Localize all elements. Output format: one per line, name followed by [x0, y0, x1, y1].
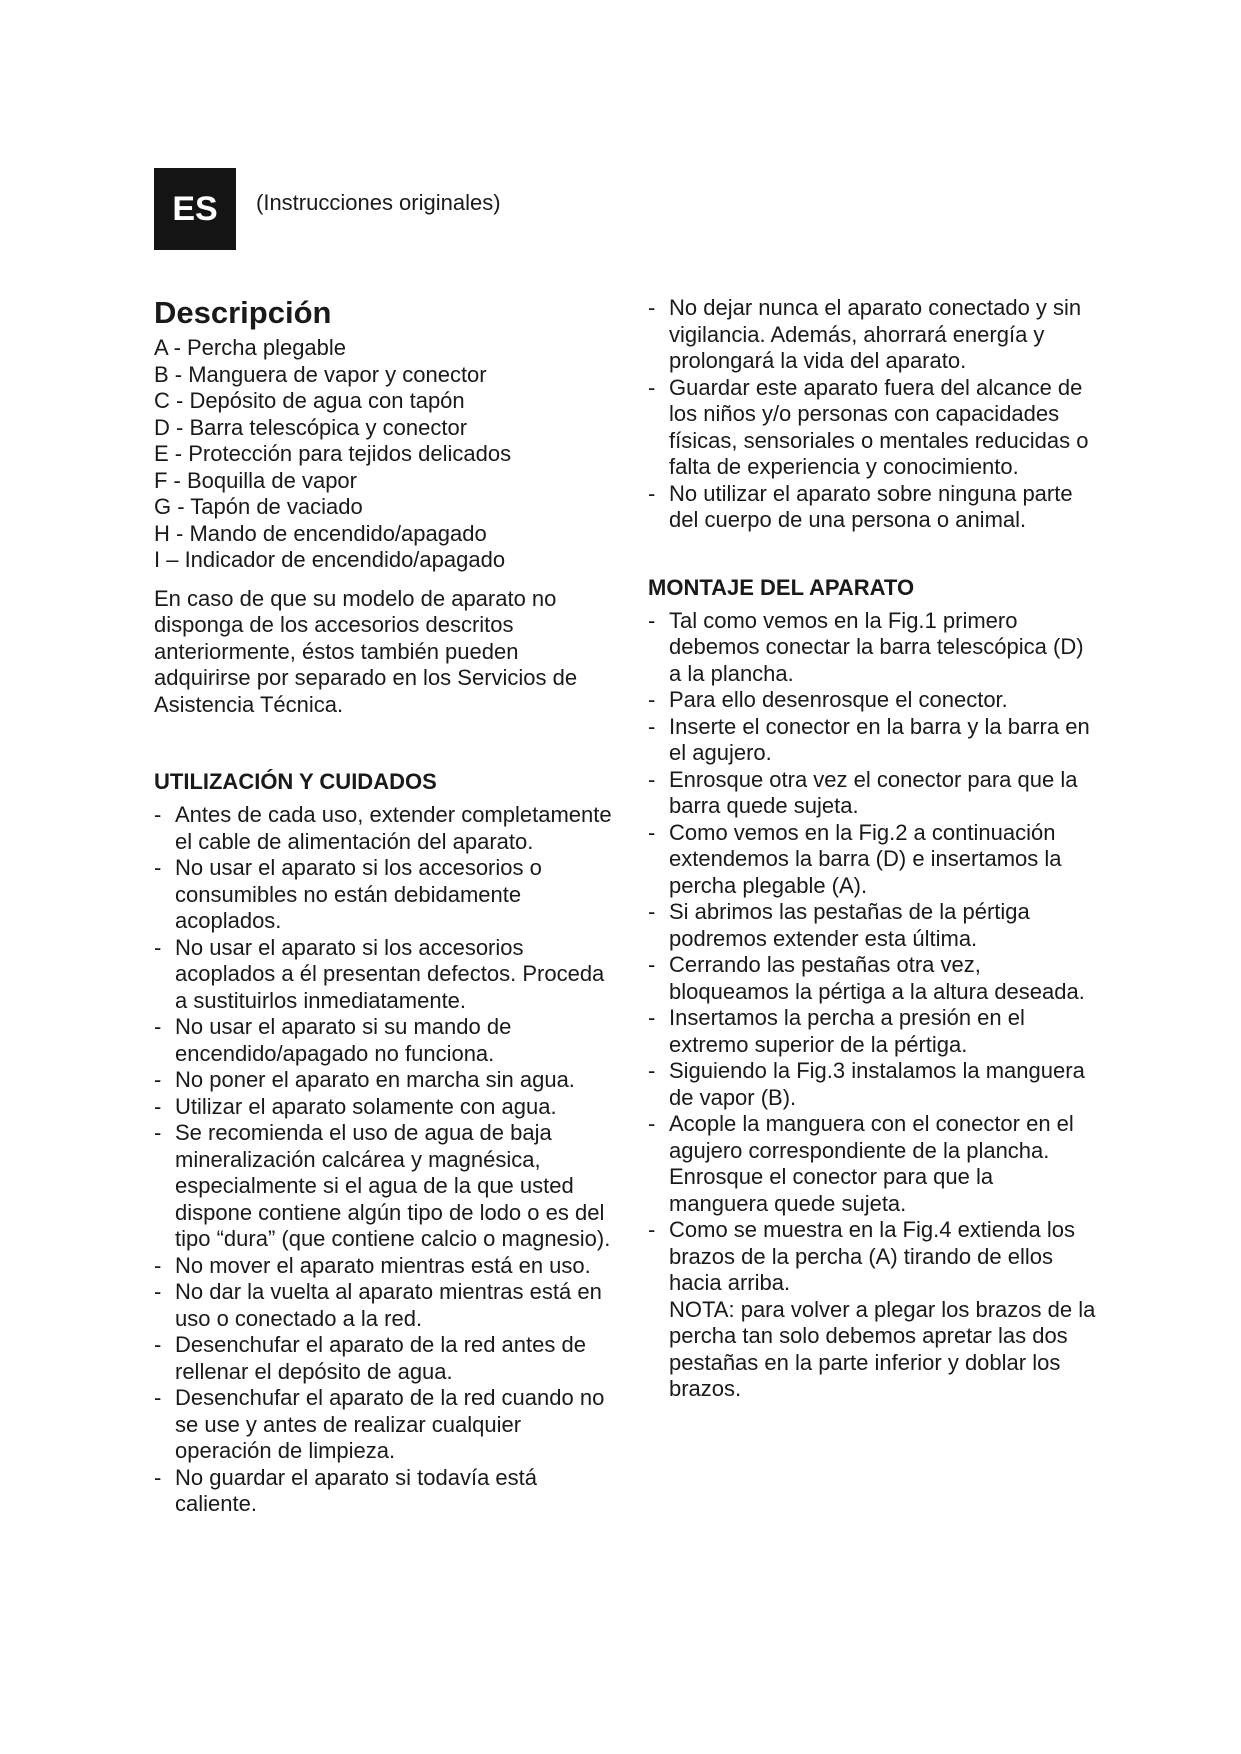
dash-marker: -: [154, 1332, 162, 1357]
assembly-step-text: Inserte el conector en la barra y la barra en el agujero.: [669, 713, 1090, 765]
usage-item: [154, 1332, 614, 1385]
dash-marker: -: [154, 1093, 162, 1119]
usage-item: [648, 295, 1098, 375]
assembly-step-text: Cerrando las pestañas otra vez, bloqueamos la pértiga a la altura deseada.: [669, 952, 1085, 1004]
dash-marker: -: [154, 1014, 162, 1039]
part-item: H - Mando de encendido/apagado: [154, 520, 487, 546]
assembly-step-text: Como se muestra en la Fig.4 extienda los brazos de la percha (A) tirando de ellos hacia arriba.: [669, 1217, 1075, 1295]
dash-marker: -: [648, 374, 656, 400]
usage-item: [154, 1465, 614, 1518]
part-item: G - Tapón de vaciado: [154, 494, 363, 519]
usage-item: [648, 481, 1098, 534]
usage-item-text: Utilizar el aparato solamente con agua.: [175, 1093, 557, 1119]
assembly-step-text: Tal como vemos en la Fig.1 primero debemos conectar la barra telescópica (D) a la plancha.: [669, 607, 1084, 686]
usage-title: UTILIZACIÓN Y CUIDADOS: [154, 769, 437, 794]
usage-item: [154, 1067, 614, 1094]
usage-item: [154, 1120, 614, 1253]
dash-marker: -: [648, 952, 656, 977]
dash-marker: -: [648, 295, 656, 320]
dash-marker: -: [648, 713, 656, 739]
assembly-title: MONTAJE DEL APARATO: [648, 574, 915, 600]
assembly-step-text: Para ello desenrosque el conector.: [669, 687, 1008, 712]
dash-marker: -: [648, 480, 656, 506]
dash-marker: -: [648, 607, 656, 633]
dash-marker: -: [648, 1058, 656, 1083]
dash-marker: -: [154, 1464, 162, 1490]
usage-item-text: Guardar este aparato fuera del alcance de los niños y/o personas con capacidades físicas, sensoriales o mentales reducidas o falta de experiencia y conocimiento.: [669, 374, 1089, 479]
part-item: F - Boquilla de vapor: [154, 467, 357, 493]
part-item: D - Barra telescópica y conector: [154, 414, 468, 440]
dash-marker: -: [154, 1067, 162, 1092]
assembly-step: [648, 1217, 1098, 1403]
right-column: [648, 295, 1098, 1403]
assembly-step-text: Si abrimos las pestañas de la pértiga podremos extender esta última.: [669, 899, 1030, 951]
accessories-note: En caso de que su modelo de aparato no disponga de los accesorios descritos anteriormente, éstos también pueden adquirirse por separado en los Servicios de Asistencia Técnica.: [154, 585, 578, 717]
assembly-step: [648, 899, 1098, 952]
usage-item: [648, 375, 1098, 481]
part-item: C - Depósito de agua con tapón: [154, 388, 465, 413]
parts-list: [154, 335, 614, 574]
usage-item-text: Se recomienda el uso de agua de baja mineralización calcárea y magnésica, especialmente si el agua de la que usted dispone contiene algún tipo de lodo o es del tipo “dura” (que contiene calcio o magnesio).: [175, 1120, 611, 1251]
assembly-step: [648, 952, 1098, 1005]
assembly-list-fig3: [648, 1058, 1098, 1217]
assembly-step: [648, 1005, 1098, 1058]
usage-item-text: No usar el aparato si los accesorios acoplados a él presentan defectos. Proceda a sustituirlos inmediatamente.: [175, 934, 605, 1013]
usage-item-text: Desenchufar el aparato de la red cuando no se use y antes de realizar cualquier operación de limpieza.: [175, 1385, 605, 1463]
dash-marker: -: [648, 766, 656, 792]
assembly-step: [648, 1058, 1098, 1111]
dash-marker: -: [648, 899, 656, 924]
usage-item-text: No usar el aparato si su mando de encendido/apagado no funciona.: [175, 1014, 512, 1066]
usage-item-text: No poner el aparato en marcha sin agua.: [175, 1067, 575, 1092]
assembly-step-text: Siguiendo la Fig.3 instalamos la manguera de vapor (B).: [669, 1058, 1085, 1110]
language-code: ES: [172, 189, 218, 228]
assembly-step-text: Insertamos la percha a presión en el extremo superior de la pértiga.: [669, 1005, 1025, 1057]
assembly-list-fig2: [648, 820, 1098, 1059]
assembly-step-text: Acople la manguera con el conector en el agujero correspondiente de la plancha.: [669, 1111, 1074, 1163]
assembly-list-fig1: [648, 608, 1098, 820]
assembly-step: [648, 687, 1098, 714]
description-title: Descripción: [154, 295, 332, 330]
dash-marker: -: [154, 934, 162, 960]
assembly-step: [648, 767, 1098, 820]
usage-item-text: No dar la vuelta al aparato mientras está en uso o conectado a la red.: [175, 1279, 602, 1331]
usage-item: [154, 1094, 614, 1121]
document-subtitle: (Instrucciones originales): [256, 190, 501, 215]
dash-marker: -: [648, 687, 656, 712]
usage-item: [154, 1014, 614, 1067]
assembly-list-fig4: [648, 1217, 1098, 1403]
dash-marker: -: [154, 1279, 162, 1304]
dash-marker: -: [154, 1252, 162, 1278]
usage-item-text: No dejar nunca el aparato conectado y sin vigilancia. Además, ahorrará energía y prolongará la vida del aparato.: [669, 295, 1082, 373]
assembly-step: [648, 820, 1098, 900]
assembly-step-text: Como vemos en la Fig.2 a continuación extendemos la barra (D) e insertamos la percha plegable (A).: [669, 819, 1062, 898]
usage-item: [154, 935, 614, 1015]
dash-marker: -: [648, 1005, 656, 1030]
usage-item-text: No usar el aparato si los accesorios o consumibles no están debidamente acoplados.: [175, 855, 542, 933]
dash-marker: -: [648, 819, 656, 845]
part-item: E - Protección para tejidos delicados: [154, 441, 512, 466]
assembly-step-extra: Enrosque el conector para que la manguera quede sujeta.: [669, 1164, 994, 1216]
assembly-note: NOTA: para volver a plegar los brazos de la percha tan solo debemos apretar las dos pestañas en la parte inferior y doblar los brazos.: [669, 1296, 1096, 1401]
dash-marker: -: [154, 802, 162, 827]
usage-item-text: No mover el aparato mientras está en uso.: [175, 1252, 591, 1278]
usage-item-text: No utilizar el aparato sobre ninguna parte del cuerpo de una persona o animal.: [669, 480, 1073, 532]
usage-item-text: Desenchufar el aparato de la red antes de rellenar el depósito de agua.: [175, 1332, 586, 1384]
usage-item: [154, 1385, 614, 1465]
usage-item: [154, 855, 614, 935]
usage-item-text: Antes de cada uso, extender completamente el cable de alimentación del aparato.: [175, 802, 612, 854]
language-badge: [154, 168, 236, 250]
assembly-step-text: Enrosque otra vez el conector para que la barra quede sujeta.: [669, 766, 1078, 818]
part-item: B - Manguera de vapor y conector: [154, 361, 487, 387]
usage-item-text: No guardar el aparato si todavía está caliente.: [175, 1464, 538, 1516]
dash-marker: -: [648, 1217, 656, 1242]
assembly-step: [648, 1111, 1098, 1217]
dash-marker: -: [154, 1120, 162, 1145]
assembly-step: [648, 608, 1098, 688]
dash-marker: -: [154, 855, 162, 880]
usage-item: [154, 1253, 614, 1280]
left-column: [154, 295, 614, 1518]
part-item: A - Percha plegable: [154, 335, 347, 360]
usage-continued-list: [648, 295, 1098, 534]
dash-marker: -: [648, 1111, 656, 1136]
assembly-step: [648, 714, 1098, 767]
usage-item: [154, 1279, 614, 1332]
part-item: I – Indicador de encendido/apagado: [154, 547, 506, 572]
usage-list: [154, 802, 614, 1518]
usage-item: [154, 802, 614, 855]
dash-marker: -: [154, 1385, 162, 1410]
